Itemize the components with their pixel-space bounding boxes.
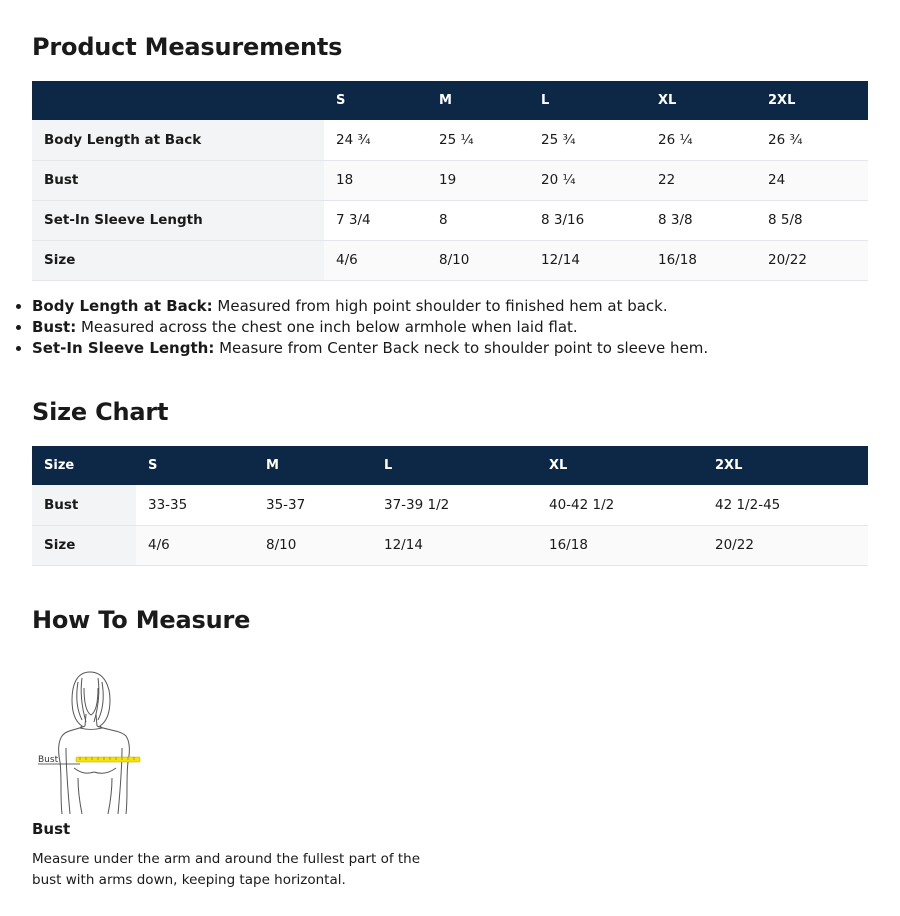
table-cell: 7 3/4 (324, 200, 427, 240)
note-term: Set-In Sleeve Length: (32, 339, 215, 357)
header-cell: L (384, 458, 393, 473)
table-cell: 33-35 (136, 485, 254, 525)
header-cell: L (541, 93, 550, 108)
table-cell: 16/18 (537, 525, 703, 565)
table-cell: 25 ¾ (529, 120, 646, 160)
header-cell: S (148, 458, 158, 473)
table-cell: 42 1/2-45 (703, 485, 868, 525)
note-term: Body Length at Back: (32, 297, 213, 315)
bust-measure-illustration (32, 668, 160, 814)
note-term: Bust: (32, 318, 77, 336)
table-header-row (32, 446, 868, 485)
header-cell: S (336, 93, 346, 108)
list-item (32, 338, 708, 359)
list-item (32, 296, 708, 317)
row-label: Set-In Sleeve Length (32, 200, 324, 240)
table-cell: 8 5/8 (756, 200, 868, 240)
header-cell (32, 81, 324, 120)
table-row (32, 200, 868, 240)
header-cell: 2XL (768, 93, 796, 108)
table-header-row (32, 81, 868, 120)
header-cell: M (266, 458, 279, 473)
note-text: Measured across the chest one inch below armhole when laid flat. (76, 318, 578, 336)
bust-image-label: Bust (38, 755, 59, 765)
table-row (32, 485, 868, 525)
header-cell: XL (658, 93, 677, 108)
row-label: Bust (32, 160, 324, 200)
table-cell: 12/14 (529, 240, 646, 280)
table-cell: 8 3/8 (646, 200, 756, 240)
table-cell: 24 (756, 160, 868, 200)
note-text: Measured from high point shoulder to finished hem at back. (212, 297, 668, 315)
table-cell: 8/10 (254, 525, 372, 565)
note-text: Measure from Center Back neck to shoulder point to sleeve hem. (214, 339, 709, 357)
table-cell: 16/18 (646, 240, 756, 280)
table-row (32, 160, 868, 200)
header-cell: XL (549, 458, 568, 473)
table-cell: 25 ¼ (427, 120, 529, 160)
table-cell: 8/10 (427, 240, 529, 280)
row-label: Size (32, 525, 136, 565)
row-label: Size (32, 240, 324, 280)
table-cell: 20/22 (756, 240, 868, 280)
row-label: Bust (32, 485, 136, 525)
table-cell: 40-42 1/2 (537, 485, 703, 525)
table-row (32, 525, 868, 565)
table-cell: 20 ¼ (529, 160, 646, 200)
table-cell: 37-39 1/2 (372, 485, 537, 525)
table-cell: 12/14 (372, 525, 537, 565)
table-cell: 8 3/16 (529, 200, 646, 240)
header-cell: 2XL (715, 458, 743, 473)
table-row (32, 240, 868, 280)
row-label: Body Length at Back (32, 120, 324, 160)
table-cell: 20/22 (703, 525, 868, 565)
table-cell: 26 ¾ (756, 120, 868, 160)
bust-title: Bust (32, 820, 71, 838)
how-to-measure-title: How To Measure (32, 606, 251, 634)
table-cell: 24 ¾ (324, 120, 427, 160)
table-cell: 19 (427, 160, 529, 200)
table-cell: 22 (646, 160, 756, 200)
table-cell: 26 ¼ (646, 120, 756, 160)
table-cell: 18 (324, 160, 427, 200)
product-measurements-title: Product Measurements (32, 33, 343, 61)
table-cell: 8 (427, 200, 529, 240)
product-measurements-table (32, 81, 868, 281)
table-row (32, 120, 868, 160)
header-cell: Size (44, 458, 75, 473)
table-cell: 4/6 (324, 240, 427, 280)
measurement-notes (0, 296, 708, 359)
table-cell: 35-37 (254, 485, 372, 525)
header-cell: M (439, 93, 452, 108)
table-cell: 4/6 (136, 525, 254, 565)
size-chart-title: Size Chart (32, 398, 169, 426)
bust-description: Measure under the arm and around the fullest part of the bust with arms down, keeping tape horizontal. (32, 851, 421, 888)
list-item (32, 317, 708, 338)
size-chart-table (32, 446, 868, 566)
